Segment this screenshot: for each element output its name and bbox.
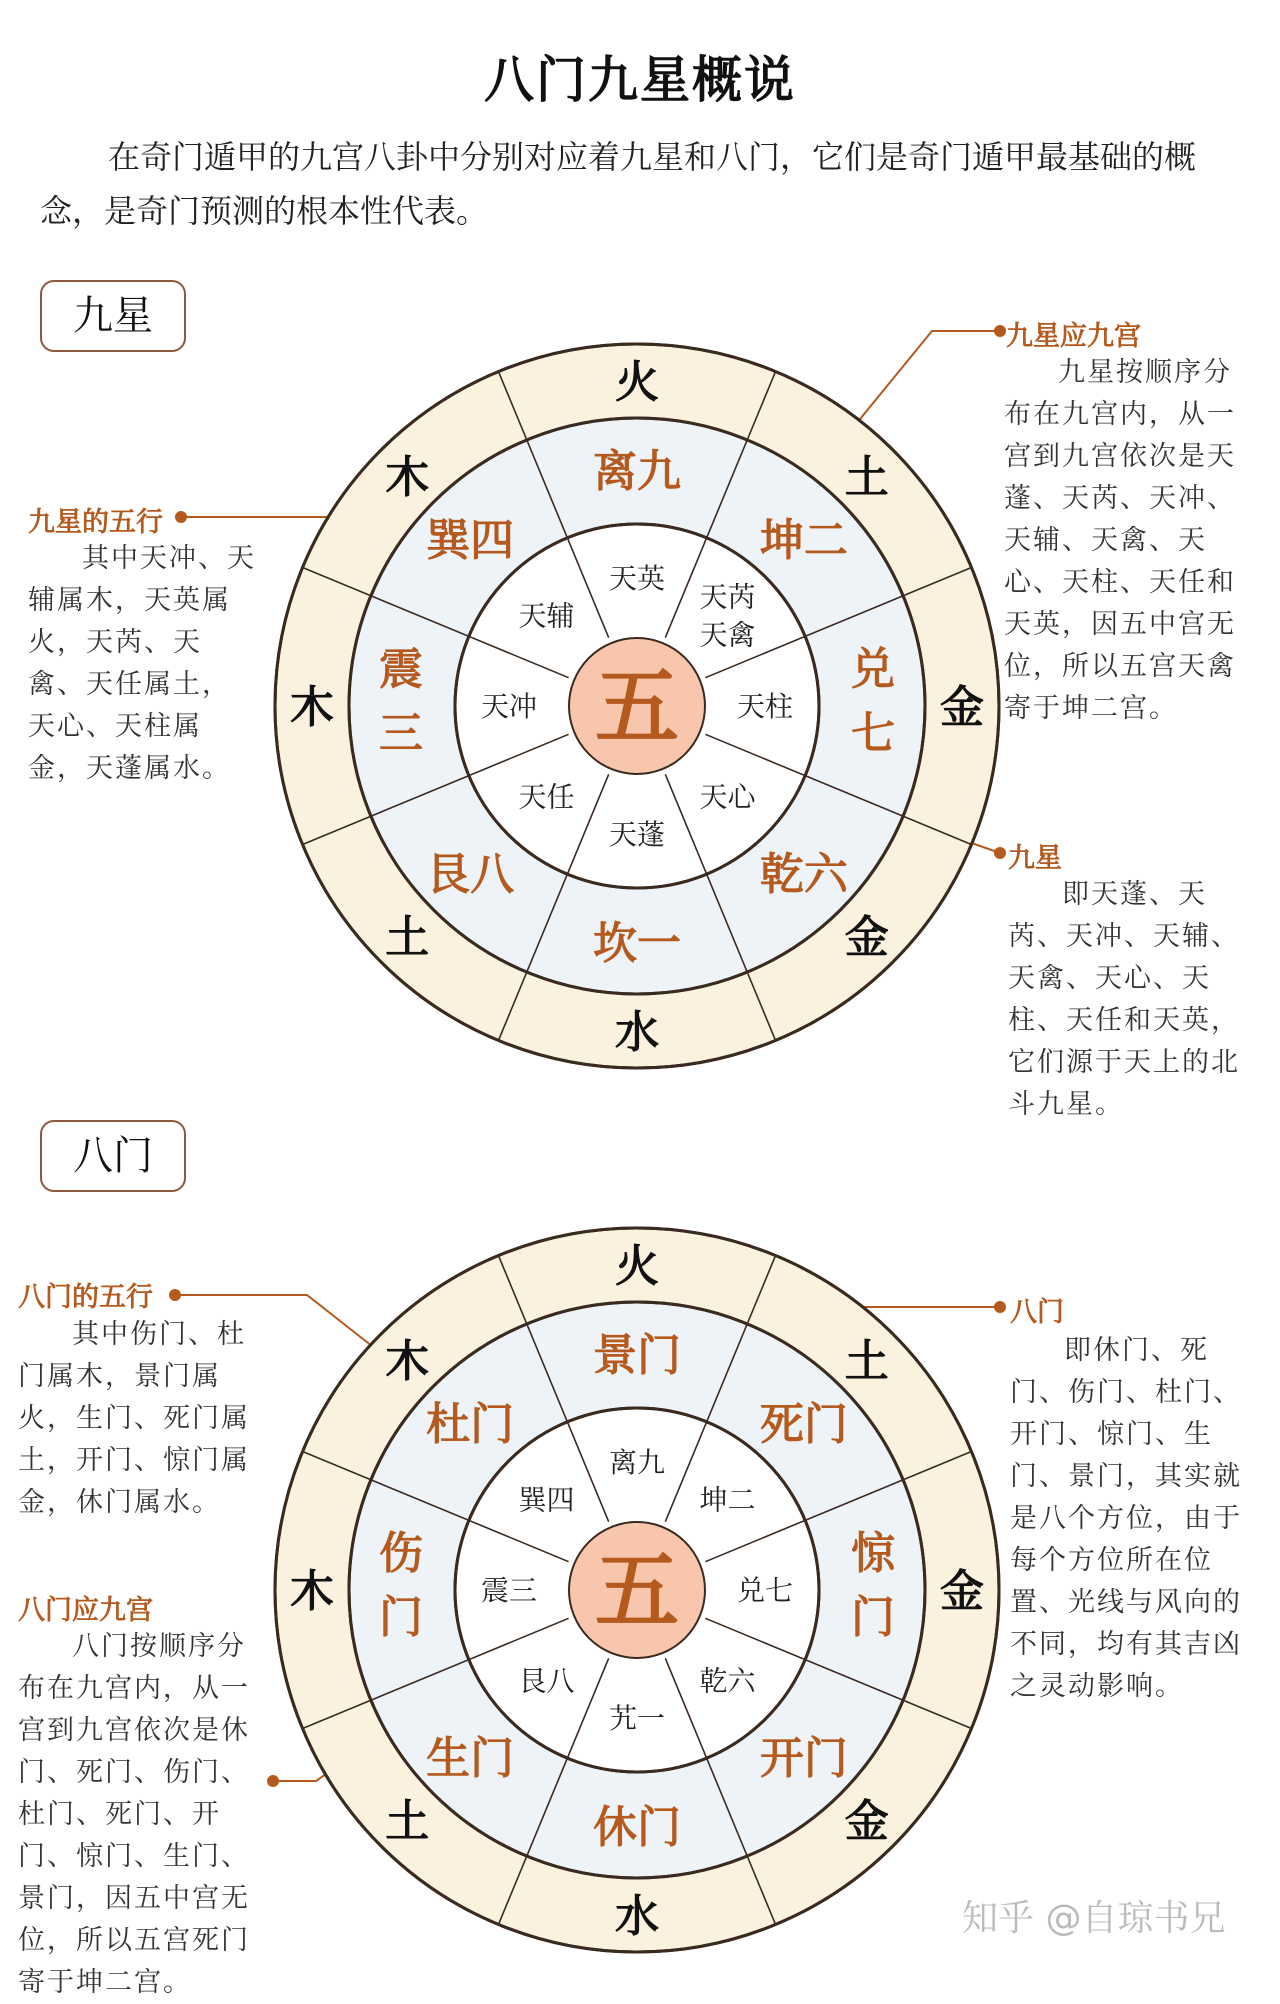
stars-palace-1: 坤二 <box>759 515 848 567</box>
stars-inner-3: 天心 <box>699 780 756 814</box>
watermark: 知乎 @自琼书兄 <box>962 1898 1226 1939</box>
stars-palace-3: 乾六 <box>759 848 848 900</box>
stars-palace-2: 七 <box>851 708 895 759</box>
doors-palace-7: 杜门 <box>426 1399 515 1451</box>
stars-inner-7: 天辅 <box>518 599 575 633</box>
note-doors-palace-title: 八门应九宫 <box>18 1595 153 1626</box>
note-stars-wuxing-title: 九星的五行 <box>28 507 163 538</box>
doors-inner-1: 坤二 <box>699 1483 756 1517</box>
doors-element-0: 火 <box>615 1241 659 1292</box>
doors-palace-4: 休门 <box>593 1802 681 1853</box>
doors-element-7: 木 <box>385 1336 430 1388</box>
stars-element-6: 木 <box>290 682 334 733</box>
doors-element-5: 土 <box>385 1795 430 1847</box>
stars-element-4: 水 <box>615 1007 659 1058</box>
stars-element-0: 火 <box>615 357 659 408</box>
note-doors-wuxing-title: 八门的五行 <box>18 1282 153 1313</box>
doors-palace-3: 开门 <box>759 1732 848 1784</box>
stars-element-3: 金 <box>844 911 889 963</box>
doors-inner-5: 艮八 <box>518 1664 575 1698</box>
stars-center-label: 五 <box>594 657 680 756</box>
stars-palace-6: 三 <box>379 708 423 759</box>
stars-palace-2: 兑 <box>851 644 895 695</box>
doors-inner-6: 震三 <box>480 1574 538 1607</box>
note-doors-palace-body: 八门按顺序分布在九宫内，从一宫到九宫依次是休门、死门、伤门、杜门、死门、开门、惊门、生门、景门，因五中宫无位，所以五宫死门寄于坤二宫。 <box>18 1631 250 1998</box>
section-tag-stars: 九星 <box>40 280 186 352</box>
stars-element-1: 土 <box>844 452 889 504</box>
stars-inner-6: 天冲 <box>480 690 538 723</box>
nine-stars-wheel <box>272 341 1002 1071</box>
doors-inner-7: 巽四 <box>518 1483 575 1517</box>
stars-element-5: 土 <box>385 911 430 963</box>
doors-inner-4: 艽一 <box>608 1702 666 1735</box>
doors-element-1: 土 <box>844 1336 889 1388</box>
page-title: 八门九星概说 <box>484 51 796 109</box>
doors-palace-1: 死门 <box>759 1399 848 1451</box>
stars-inner-2: 天柱 <box>736 690 794 723</box>
stars-inner-1: 天芮 <box>699 580 756 614</box>
stars-palace-5: 艮八 <box>426 848 515 900</box>
eight-doors-wheel <box>272 1225 1002 1955</box>
doors-palace-2: 惊 <box>851 1528 895 1579</box>
note-stars-palace-title: 九星应九宫 <box>1006 321 1141 352</box>
stars-palace-4: 坎一 <box>593 918 681 969</box>
doors-palace-0: 景门 <box>593 1330 681 1381</box>
doors-palace-6: 伤 <box>379 1528 423 1579</box>
doors-palace-5: 生门 <box>426 1732 515 1784</box>
stars-element-2: 金 <box>940 682 984 733</box>
doors-inner-2: 兑七 <box>736 1574 794 1607</box>
doors-inner-3: 乾六 <box>699 1664 756 1698</box>
doors-element-3: 金 <box>844 1795 889 1847</box>
stars-palace-0: 离九 <box>593 446 681 497</box>
doors-palace-2: 门 <box>851 1592 895 1643</box>
note-stars-wuxing-body: 其中天冲、天辅属木，天英属火，天芮、天禽、天任属土，天心、天柱属金，天蓬属水。 <box>28 543 256 784</box>
note-stars-title: 九星 <box>1008 843 1062 874</box>
intro-paragraph: 在奇门遁甲的九宫八卦中分别对应着九星和八门，它们是奇门遁甲最基础的概念，是奇门预测的根本性代表。 <box>40 138 1197 230</box>
note-stars-body: 即天蓬、天芮、天冲、天辅、天禽、天心、天柱、天任和天英，它们源于天上的北斗九星。 <box>1008 879 1240 1120</box>
stars-element-7: 木 <box>385 452 430 504</box>
doors-element-2: 金 <box>940 1566 984 1617</box>
doors-palace-6: 门 <box>379 1592 423 1643</box>
stars-inner-0: 天英 <box>608 562 666 595</box>
stars-inner-1: 天禽 <box>699 618 756 652</box>
note-doors-body: 即休门、死门、伤门、杜门、开门、惊门、生门、景门，其实就是八个方位，由于每个方位所在位置、光线与风向的不同，均有其吉凶之灵动影响。 <box>1010 1335 1242 1702</box>
note-stars-palace-body: 九星按顺序分布在九宫内，从一宫到九宫依次是天蓬、天芮、天冲、天辅、天禽、天心、天柱、天任和天英，因五中宫无位，所以五宫天禽寄于坤二宫。 <box>1004 357 1236 724</box>
doors-element-6: 木 <box>290 1566 334 1617</box>
doors-inner-0: 离九 <box>608 1446 666 1479</box>
doors-center-label: 五 <box>594 1541 680 1640</box>
stars-inner-5: 天任 <box>518 780 575 814</box>
doors-element-4: 水 <box>615 1891 659 1942</box>
note-doors-wuxing-body: 其中伤门、杜门属木，景门属火，生门、死门属土，开门、惊门属金，休门属水。 <box>18 1319 250 1518</box>
stars-inner-4: 天蓬 <box>608 818 666 851</box>
stars-palace-7: 巽四 <box>426 515 515 567</box>
note-doors-title: 八门 <box>1010 1297 1064 1328</box>
stars-palace-6: 震 <box>379 644 423 695</box>
section-tag-doors: 八门 <box>40 1120 186 1192</box>
